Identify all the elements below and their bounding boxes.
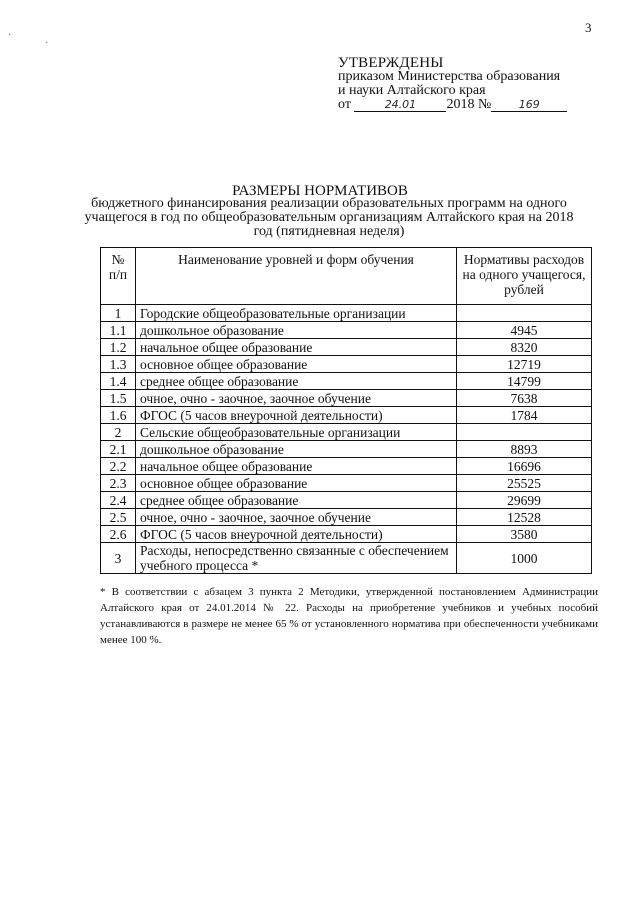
row-number: 2 <box>101 424 136 441</box>
row-name: Расходы, непосредственно связанные с обеспечением учебного процесса * <box>136 543 457 574</box>
approval-line-region: и науки Алтайского края <box>338 83 486 98</box>
date-prefix: от <box>338 97 351 112</box>
table-row <box>101 356 592 373</box>
row-name: ФГОС (5 часов внеурочной деятельности) <box>136 526 457 543</box>
row-name: ФГОС (5 часов внеурочной деятельности) <box>136 407 457 424</box>
row-name: очное, очно - заочное, заочное обучение <box>136 390 457 407</box>
row-name: Сельские общеобразовательные организации <box>136 424 457 441</box>
table-row <box>101 424 592 441</box>
order-number-field <box>491 98 567 112</box>
scan-speck: · <box>8 30 12 41</box>
row-number: 1.6 <box>101 407 136 424</box>
header-num: № п/п <box>101 248 136 305</box>
approval-stamp-block <box>338 56 598 112</box>
row-name: очное, очно - заочное, заочное обучение <box>136 509 457 526</box>
row-value: 4945 <box>457 322 592 339</box>
row-value: 12719 <box>457 356 592 373</box>
table-row <box>101 322 592 339</box>
row-number: 2.5 <box>101 509 136 526</box>
row-name: дошкольное образование <box>136 322 457 339</box>
row-number: 1 <box>101 305 136 322</box>
row-value: 1000 <box>457 543 592 574</box>
row-number: 2.4 <box>101 492 136 509</box>
approval-title: УТВЕРЖДЕНЫ <box>338 55 444 71</box>
header-value: Нормативы расходов на одного учащегося, рублей <box>457 248 592 305</box>
approval-line-ministry: приказом Министерства образования <box>338 69 561 84</box>
row-name: Городские общеобразовательные организации <box>136 305 457 322</box>
handwritten-number: 169 <box>518 98 540 111</box>
row-value <box>457 305 592 322</box>
page-number: 3 <box>585 20 592 35</box>
table-header-row <box>101 248 592 305</box>
table-row <box>101 305 592 322</box>
scan-speck: · <box>45 38 49 49</box>
row-name: среднее общее образование <box>136 373 457 390</box>
row-number: 2.1 <box>101 441 136 458</box>
handwritten-date: 24.01 <box>384 98 417 111</box>
document-subheading: бюджетного финансирования реализации образовательных программ на одного учащегося в год по общеобразовательным организациям Алтайского края на 2018 год (пятидневная неделя) <box>84 196 574 239</box>
row-number: 3 <box>101 543 136 574</box>
table-row <box>101 509 592 526</box>
row-value: 14799 <box>457 373 592 390</box>
row-value: 8320 <box>457 339 592 356</box>
approval-date-line <box>338 98 598 112</box>
footnote: * В соответствии с абзацем 3 пункта 2 Методики, утвержденной постановлением Администрации Алтайского края от 24.01.2014 № 22. Расходы на приобретение учебников и учебных пособий устанавливаются в размере не менее 65 % от установленного норматива при обеспеченности учебниками менее 100 %. <box>100 586 598 646</box>
table-row <box>101 458 592 475</box>
row-value: 3580 <box>457 526 592 543</box>
norms-table <box>100 247 592 574</box>
row-value: 16696 <box>457 458 592 475</box>
header-name: Наименование уровней и форм обучения <box>136 248 457 305</box>
row-name: основное общее образование <box>136 356 457 373</box>
table-row <box>101 441 592 458</box>
row-number: 1.5 <box>101 390 136 407</box>
table-row <box>101 543 592 574</box>
table-row <box>101 390 592 407</box>
row-value: 29699 <box>457 492 592 509</box>
table-row <box>101 475 592 492</box>
row-value: 25525 <box>457 475 592 492</box>
row-number: 1.1 <box>101 322 136 339</box>
document-heading: РАЗМЕРЫ НОРМАТИВОВ <box>232 183 408 199</box>
row-name: начальное общее образование <box>136 339 457 356</box>
table-row <box>101 339 592 356</box>
table-row <box>101 407 592 424</box>
date-field <box>354 98 446 112</box>
row-number: 2.6 <box>101 526 136 543</box>
table-row <box>101 526 592 543</box>
row-name: среднее общее образование <box>136 492 457 509</box>
row-value: 12528 <box>457 509 592 526</box>
table-row <box>101 373 592 390</box>
row-number: 1.4 <box>101 373 136 390</box>
row-value <box>457 424 592 441</box>
row-name: начальное общее образование <box>136 458 457 475</box>
row-number: 1.3 <box>101 356 136 373</box>
number-sign: № <box>477 97 492 112</box>
table-row <box>101 492 592 509</box>
row-number: 1.2 <box>101 339 136 356</box>
approval-year: 2018 <box>446 97 475 112</box>
row-number: 2.3 <box>101 475 136 492</box>
row-number: 2.2 <box>101 458 136 475</box>
row-name: дошкольное образование <box>136 441 457 458</box>
row-name: основное общее образование <box>136 475 457 492</box>
table-body <box>101 305 592 574</box>
row-value: 7638 <box>457 390 592 407</box>
row-value: 8893 <box>457 441 592 458</box>
row-value: 1784 <box>457 407 592 424</box>
